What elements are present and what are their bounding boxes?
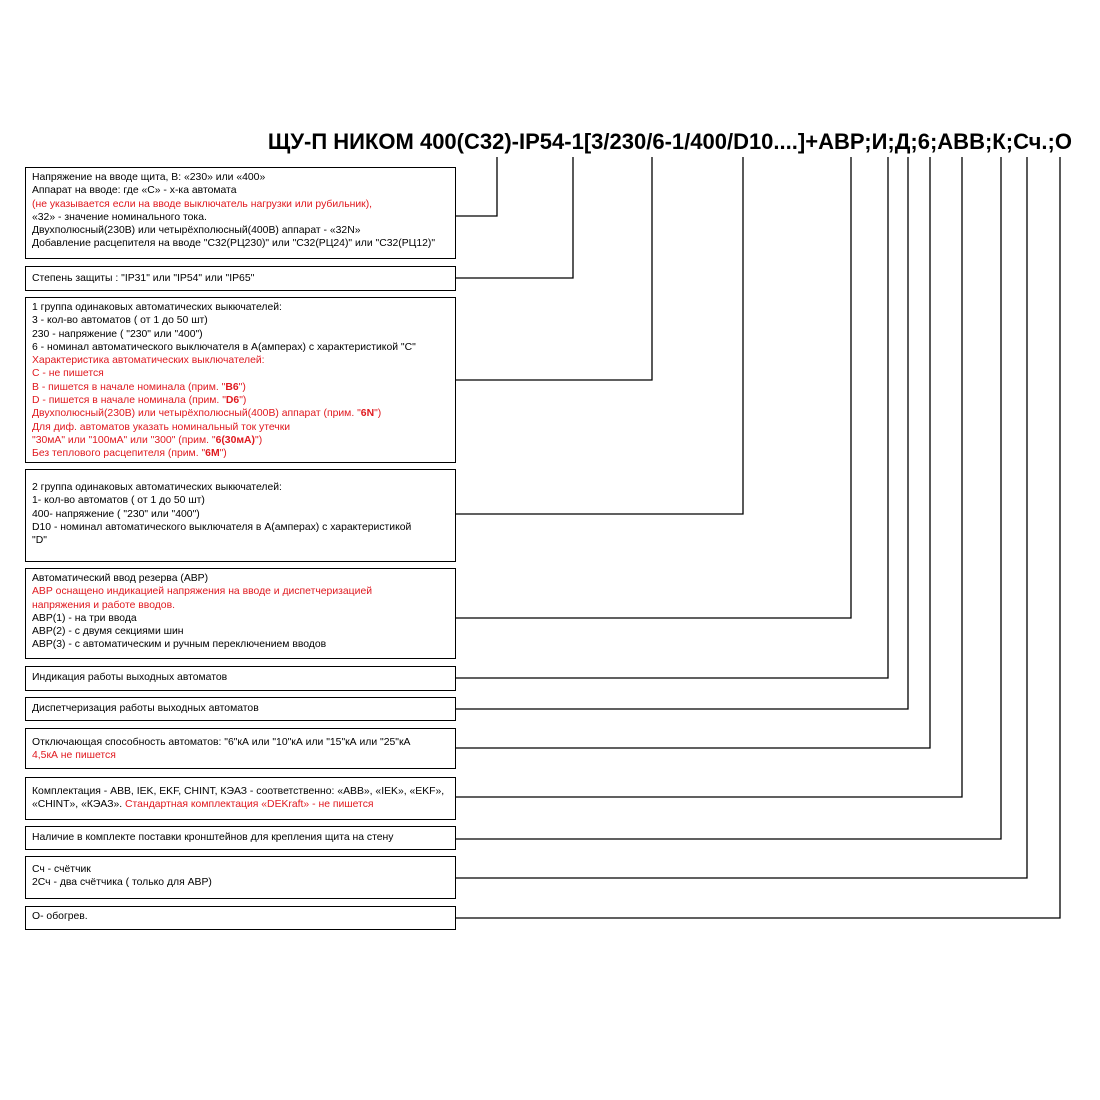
connector-heating — [456, 157, 1060, 918]
group1-line-12 — [32, 447, 449, 460]
kit-line-2-standard: Стандартная комплектация «DEKraft» - не пишется — [125, 799, 374, 811]
title-segment-13: Д — [894, 129, 911, 154]
avr-line-5: АВР(2) - с двумя секциями шин — [32, 626, 184, 638]
kit-line-1: Комплектация - ABB, IEK, EKF, CHINT, КЭАЗ - соответственно: «ABB», «IEK», «EKF», — [32, 786, 445, 797]
input-line-5: Двухполюсный(230В) или четырёхполюсный(400В) аппарат - «32N» — [32, 225, 361, 237]
title-segment-0: ЩУ-П НИКОМ — [267, 129, 420, 154]
group1-line-12-end: ") — [219, 448, 227, 460]
group1-line-5: Характеристика автоматических выключателей: — [32, 355, 265, 367]
title-segment-3: IP54 — [519, 129, 565, 154]
dispatch-box — [25, 697, 456, 721]
heating-box — [25, 906, 456, 930]
title-segment-9: АВР — [818, 129, 865, 154]
title-segment-17: ABB — [937, 129, 985, 154]
meter-line-2: 2Сч - два счётчика ( только для АВР) — [32, 877, 212, 889]
avr-line-2: АВР оснащено индикацией напряжения на вводе и диспетчеризацией — [32, 586, 373, 598]
title-segment-6: -1/400/ — [664, 129, 734, 154]
group1-line-7-text: В - пишется в начале номинала (прим. " — [32, 381, 226, 393]
title-segment-8: + — [805, 129, 819, 154]
indication-box — [25, 666, 456, 691]
title-segment-18: ; — [984, 129, 993, 154]
input-line-4: «32» - значение номинального тока. — [32, 211, 207, 223]
brackets-box — [25, 826, 456, 850]
group1-line-7 — [32, 381, 449, 394]
avr-line-6: АВР(3) - с автоматическим и ручным переключением вводов — [32, 639, 327, 651]
input-line-3: (не указывается если на вводе выключатель нагрузки или рубильник), — [32, 198, 373, 210]
connector-meter — [456, 157, 1027, 878]
avr-line-4: АВР(1) - на три ввода — [32, 612, 137, 624]
title-segment-7: D10....] — [733, 129, 806, 154]
title-segment-12: ; — [887, 129, 895, 154]
group2-line-4: D10 - номинал автоматического выключателя в А(амперах) с характеристикой — [32, 521, 412, 533]
group1-line-4: 6 - номинал автоматического выключателя в А(амперах) с характеристикой "С" — [32, 341, 416, 353]
group2-breakers-box — [25, 469, 456, 562]
connector-dispatch — [456, 157, 908, 709]
connector-kit — [456, 157, 962, 797]
group1-line-8-example: D6 — [225, 395, 240, 407]
kit-line-2 — [32, 798, 449, 811]
kit-line-2-brands: «CHINT», «КЭАЗ». — [32, 799, 126, 811]
protection-degree-box — [25, 266, 456, 291]
group1-line-11 — [32, 434, 449, 447]
title-segment-23: О — [1054, 129, 1072, 154]
group1-line-9 — [32, 407, 449, 420]
meter-box — [25, 856, 456, 899]
avr-box — [25, 568, 456, 659]
connector-protection — [456, 157, 573, 278]
breaking-line-1: Отключающая способность автоматов: "6"кА или "10"кА или "15"кА или "25"кА — [32, 737, 411, 748]
title-segment-19: К — [992, 129, 1006, 154]
connector-group2 — [456, 157, 743, 514]
group1-line-7-end: ") — [238, 381, 246, 393]
title-segment-22: ; — [1047, 129, 1055, 154]
connector-breaking — [456, 157, 930, 748]
connector-indication — [456, 157, 888, 678]
group1-line-11-end: ") — [255, 434, 263, 446]
group2-line-2: 1- кол-во автоматов ( от 1 до 50 шт) — [32, 495, 205, 507]
input-voltage-box — [25, 167, 456, 259]
connector-input — [456, 157, 497, 216]
avr-line-3: напряжения и работе вводов. — [32, 599, 175, 611]
title-segment-16: ; — [929, 129, 938, 154]
heating-line-1: О- обогрев. — [32, 911, 88, 922]
protection-line-1: Степень защиты : "IP31" или "IP54" или "IP65" — [32, 273, 255, 284]
group1-line-6: С - не пишется — [32, 368, 104, 380]
title-segment-10: ; — [864, 129, 872, 154]
title-segment-21: Сч. — [1013, 129, 1048, 154]
title-segment-1: 400(С32) — [419, 129, 512, 154]
title-segment-14: ; — [910, 129, 918, 154]
title-segment-4: - — [564, 129, 572, 154]
group1-line-12-text: Без теплового расцепителя (прим. " — [32, 448, 206, 460]
group1-line-8-text: D - пишется в начале номинала (прим. " — [32, 395, 226, 407]
input-line-2: Аппарат на вводе: где «С» - х-ка автомата — [32, 185, 237, 197]
dispatch-line-1: Диспетчеризация работы выходных автоматов — [32, 703, 259, 714]
group1-line-12-example: 6М — [205, 448, 220, 460]
group1-line-10: Для диф. автоматов указать номинальный ток утечки — [32, 421, 291, 433]
title-segment-2: - — [511, 129, 519, 154]
group2-line-5: "D" — [32, 535, 47, 547]
connector-group1 — [456, 157, 652, 380]
product-code-title — [0, 125, 1072, 159]
indication-line-1: Индикация работы выходных автоматов — [32, 672, 228, 683]
meter-line-1: Сч - счётчик — [32, 864, 91, 875]
group1-line-8-end: ") — [239, 395, 247, 407]
group2-line-3: 400- напряжение ( "230" или "400") — [32, 508, 200, 520]
group2-line-1: 2 группа одинаковых автоматических выкючателей: — [32, 482, 282, 493]
kit-box — [25, 777, 456, 820]
group1-line-11-example: 6(30мА) — [215, 434, 256, 446]
title-segment-20: ; — [1005, 129, 1014, 154]
breaking-line-2: 4,5кА не пишется — [32, 750, 116, 762]
group1-line-9-text: Двухполюсный(230В) или четырёхполюсный(400В) аппарат (прим. " — [32, 408, 361, 420]
group1-line-7-example: В6 — [225, 381, 239, 393]
group1-line-9-end: ") — [374, 408, 382, 420]
input-line-6: Добавление расцепителя на вводе "С32(РЦ230)" или "С32(РЦ24)" или "С32(РЦ12)" — [32, 238, 436, 250]
group1-line-3: 230 - напряжение ( "230" или "400") — [32, 328, 203, 340]
group1-line-2: 3 - кол-во автоматов ( от 1 до 50 шт) — [32, 315, 208, 327]
breaking-capacity-box — [25, 728, 456, 769]
connector-brackets — [456, 157, 1001, 839]
title-segment-5: 1[3/230/6 — [571, 129, 665, 154]
group1-line-8 — [32, 394, 449, 407]
group1-line-9-example: 6N — [360, 408, 375, 420]
group1-breakers-box — [25, 297, 456, 463]
title-segment-11: И — [871, 129, 888, 154]
title-segment-15: 6 — [917, 129, 930, 154]
avr-line-1: Автоматический ввод резерва (АВР) — [32, 573, 209, 584]
connector-avr — [456, 157, 851, 618]
group1-line-1: 1 группа одинаковых автоматических выкючателей: — [32, 302, 282, 313]
input-line-1: Напряжение на вводе щита, В: «230» или «400» — [32, 172, 266, 183]
brackets-line-1: Наличие в комплекте поставки кронштейнов для крепления щита на стену — [32, 832, 394, 843]
group1-line-11-text: "30мА" или "100мА" или "300" (прим. " — [32, 434, 216, 446]
